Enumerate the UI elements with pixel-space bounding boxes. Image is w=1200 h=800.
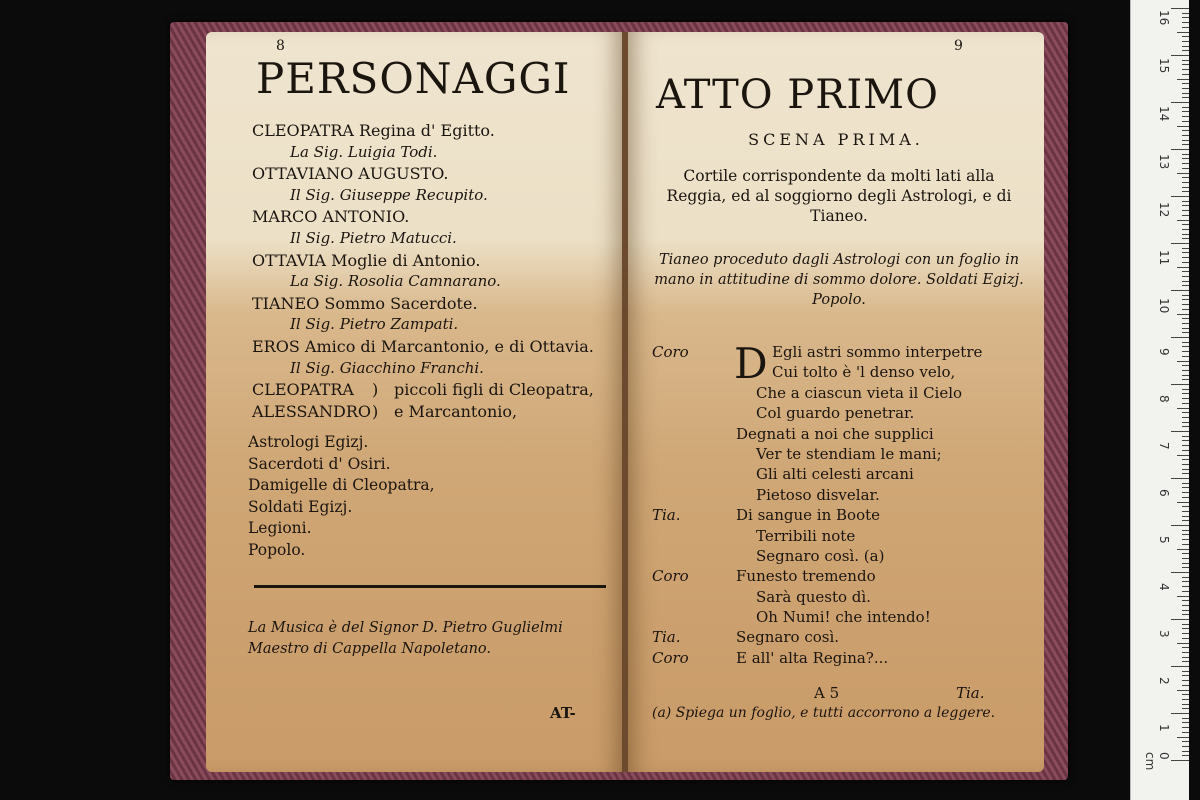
cast-actor: Il Sig. Giacchino Franchi. (290, 358, 484, 377)
ruler-tick (1182, 318, 1189, 319)
ruler-tick (1177, 690, 1189, 691)
ruler-label: 16 (1157, 10, 1171, 26)
ruler-tick (1182, 685, 1189, 686)
verse-text: Funesto tremendo (736, 567, 876, 586)
ruler-tick (1182, 271, 1189, 272)
extras-item: Damigelle di Cleopatra, (248, 476, 435, 495)
ruler-tick (1182, 699, 1189, 700)
ruler-tick (1171, 525, 1189, 526)
ruler-tick (1182, 299, 1189, 300)
ruler-tick (1171, 102, 1189, 103)
cast-actor: Il Sig. Pietro Zampati. (290, 315, 459, 334)
extras-list (248, 432, 435, 562)
verse-line (652, 627, 1022, 647)
ruler-tick (1182, 746, 1189, 747)
ruler-tick (1182, 116, 1189, 117)
left-catchword: AT- (550, 704, 576, 722)
verse-line (652, 485, 1022, 505)
ruler-tick (1182, 577, 1189, 578)
verse-line (652, 383, 1022, 403)
verse-text: Gli alti celesti arcani (756, 465, 914, 484)
ruler-tick (1182, 591, 1189, 592)
ruler-tick (1171, 760, 1189, 761)
child-name: CLEOPATRA (252, 380, 354, 400)
ruler-tick (1171, 478, 1189, 479)
cast-actor: La Sig. Luigia Todi. (290, 142, 438, 161)
ruler-tick (1182, 238, 1189, 239)
ruler-tick (1182, 520, 1189, 521)
measuring-ruler (1130, 0, 1189, 800)
ruler-tick (1182, 17, 1189, 18)
ruler-tick (1182, 285, 1189, 286)
ruler-tick (1177, 361, 1189, 362)
ruler-tick (1171, 196, 1189, 197)
ruler-tick (1171, 713, 1189, 714)
verse-line (652, 424, 1022, 444)
ruler-tick (1182, 22, 1189, 23)
verse-text: Segnaro così. (a) (756, 546, 885, 565)
verse-text: Cui tolto è 'l denso velo, (772, 363, 956, 382)
verse-line (652, 505, 1022, 525)
ruler-tick (1182, 36, 1189, 37)
ruler-tick (1182, 191, 1189, 192)
ruler-tick (1182, 93, 1189, 94)
drop-cap: D (734, 339, 768, 388)
ruler-tick (1177, 173, 1189, 174)
ruler-tick (1182, 60, 1189, 61)
verse-line (652, 607, 1022, 627)
ruler-tick (1182, 201, 1189, 202)
ruler-tick (1177, 79, 1189, 80)
ruler-label: 12 (1157, 202, 1171, 218)
scene-heading: SCENA PRIMA. (748, 130, 924, 149)
ruler-tick (1171, 337, 1189, 338)
ruler-tick (1182, 610, 1189, 611)
ruler-tick (1182, 661, 1189, 662)
scene-setting: Cortile corrispondente da molti lati alla Reggia, ed al soggiorno degli Astrologi, e di Tianeo. (666, 167, 1012, 225)
stage-direction: Tianeo proceduto dagli Astrologi con un foglio in mano in attitudine di sommo dolore. Soldati Egizj. Popolo. (654, 252, 1024, 308)
ruler-tick (1171, 572, 1189, 573)
ruler-tick (1182, 671, 1189, 672)
ruler-tick (1182, 605, 1189, 606)
ruler-tick (1182, 130, 1189, 131)
ruler-tick (1182, 751, 1189, 752)
ruler-label: 11 (1157, 250, 1171, 266)
ruler-tick (1177, 32, 1189, 33)
verse-text: Pietoso disvelar. (756, 485, 880, 504)
right-page (628, 32, 1044, 772)
cast-role: CLEOPATRA Regina d' Egitto. (252, 121, 495, 140)
right-page-mark: 9 (954, 38, 963, 54)
ruler-tick (1182, 13, 1189, 14)
signature-mark: A 5 (814, 684, 840, 702)
ruler-tick (1182, 370, 1189, 371)
ruler-tick (1182, 234, 1189, 235)
ruler-tick (1182, 107, 1189, 108)
ruler-tick (1182, 581, 1189, 582)
ruler-tick (1182, 351, 1189, 352)
ruler-tick (1182, 675, 1189, 676)
speaker: Coro (652, 567, 689, 586)
ruler-tick (1182, 563, 1189, 564)
ruler-tick (1182, 262, 1189, 263)
ruler-label: 5 (1157, 536, 1171, 544)
ruler-tick (1182, 614, 1189, 615)
ruler-tick (1182, 252, 1189, 253)
verse-line (652, 587, 1022, 607)
ruler-label: 2 (1157, 677, 1171, 685)
ruler-tick (1182, 393, 1189, 394)
cast-actor: La Sig. Rosolia Camnarano. (290, 272, 501, 291)
ruler-tick (1182, 704, 1189, 705)
ruler-tick (1182, 64, 1189, 65)
ruler-tick (1182, 356, 1189, 357)
verse-text: Ver te stendiam le mani; (756, 444, 942, 463)
ruler-tick (1177, 596, 1189, 597)
left-page-title: PERSONAGGI (256, 54, 571, 103)
ruler-tick (1171, 243, 1189, 244)
ruler-tick (1182, 27, 1189, 28)
ruler-label: 9 (1157, 348, 1171, 356)
ruler-label: 15 (1157, 58, 1171, 74)
ruler-tick (1182, 257, 1189, 258)
verse-text: Terribili note (756, 526, 856, 545)
ruler-tick (1182, 177, 1189, 178)
children-desc: e Marcantonio, (394, 401, 518, 421)
ruler-tick (1177, 126, 1189, 127)
ruler-tick (1171, 666, 1189, 667)
ruler-tick (1177, 737, 1189, 738)
extras-item: Astrologi Egizj. (248, 433, 369, 451)
ruler-tick (1182, 365, 1189, 366)
ruler-tick (1182, 121, 1189, 122)
ruler-tick (1177, 220, 1189, 221)
ruler-tick (1182, 398, 1189, 399)
ruler-tick (1182, 567, 1189, 568)
ruler-tick (1171, 619, 1189, 620)
book-binding (170, 22, 1068, 780)
ruler-tick (1182, 295, 1189, 296)
ruler-tick (1182, 652, 1189, 653)
ruler-tick (1182, 487, 1189, 488)
cast-actor: Il Sig. Pietro Matucci. (290, 228, 457, 247)
ruler-label: 4 (1157, 583, 1171, 591)
cast-list (252, 120, 594, 422)
extras-item: Soldati Egizj. (248, 497, 353, 516)
ruler-tick (1182, 323, 1189, 324)
ruler-tick (1182, 140, 1189, 141)
verse-text: Degnati a noi che supplici (736, 424, 934, 443)
ruler-label: 3 (1157, 630, 1171, 638)
ruler-tick (1182, 215, 1189, 216)
ruler-tick (1182, 497, 1189, 498)
verse-text: Col guardo penetrar. (756, 404, 915, 423)
ruler-tick (1182, 445, 1189, 446)
ruler-tick (1182, 88, 1189, 89)
ruler-tick (1182, 304, 1189, 305)
ruler-tick (1182, 539, 1189, 540)
ruler-tick (1177, 314, 1189, 315)
ruler-tick (1182, 544, 1189, 545)
ruler-tick (1177, 549, 1189, 550)
verse-line (652, 444, 1022, 464)
left-page-mark: 8 (276, 38, 285, 54)
libretto-lines (652, 339, 1022, 668)
ruler-tick (1182, 417, 1189, 418)
cast-role: OTTAVIA Moglie di Antonio. (252, 250, 481, 270)
ruler-tick (1182, 506, 1189, 507)
ruler-tick (1182, 276, 1189, 277)
verse-line (652, 464, 1022, 484)
ruler-tick (1182, 516, 1189, 517)
child-name: ALESSANDRO (252, 401, 372, 421)
ruler-tick (1171, 431, 1189, 432)
cast-actor: Il Sig. Giuseppe Recupito. (290, 185, 488, 204)
extras-item: Popolo. (248, 540, 306, 559)
ruler-label: 10 (1157, 298, 1171, 314)
ruler-tick (1182, 205, 1189, 206)
ruler-tick (1182, 389, 1189, 390)
ruler-tick (1182, 727, 1189, 728)
ruler-tick (1182, 412, 1189, 413)
ruler-tick (1177, 643, 1189, 644)
ruler-tick (1182, 755, 1189, 756)
ruler-tick (1182, 224, 1189, 225)
ruler-tick (1182, 83, 1189, 84)
ruler-label: 8 (1157, 395, 1171, 403)
ruler-tick (1177, 502, 1189, 503)
ruler-unit: 0 cm (1143, 752, 1171, 771)
ruler-tick (1182, 328, 1189, 329)
extras-item: Sacerdoti d' Osiri. (248, 454, 391, 473)
ruler-tick (1182, 41, 1189, 42)
ruler-tick (1171, 384, 1189, 385)
children-desc: piccoli figli di Cleopatra, (394, 380, 594, 400)
ruler-tick (1182, 680, 1189, 681)
ruler-tick (1182, 647, 1189, 648)
ruler-tick (1182, 346, 1189, 347)
ruler-tick (1182, 464, 1189, 465)
ruler-tick (1182, 469, 1189, 470)
ruler-tick (1182, 553, 1189, 554)
ruler-tick (1171, 8, 1189, 9)
ruler-tick (1182, 534, 1189, 535)
ruler-tick (1182, 473, 1189, 474)
children-roles: CLEOPATRA ALESSANDRO ) ) piccoli figli di Cleopatra, e Marcantonio, (252, 380, 594, 421)
ruler-tick (1182, 154, 1189, 155)
ruler-tick (1182, 309, 1189, 310)
extras-item: Legioni. (248, 519, 312, 538)
verse-text: Sarà questo dì. (756, 587, 871, 606)
ruler-tick (1182, 492, 1189, 493)
ruler-label: 7 (1157, 442, 1171, 450)
ruler-label: 1 (1157, 724, 1171, 732)
verse-text: Egli astri sommo interpetre (772, 343, 983, 361)
ruler-tick (1182, 600, 1189, 601)
ruler-tick (1182, 426, 1189, 427)
verse-text: Di sangue in Boote (736, 506, 881, 525)
verse-line (652, 362, 1022, 382)
ruler-tick (1182, 722, 1189, 723)
ruler-tick (1177, 267, 1189, 268)
ruler-tick (1177, 455, 1189, 456)
ruler-tick (1182, 741, 1189, 742)
verse-text: Che a ciascun vieta il Cielo (756, 383, 963, 402)
cast-role: TIANEO Sommo Sacerdote. (252, 293, 478, 313)
ruler-tick (1182, 403, 1189, 404)
verse-line (652, 648, 1022, 668)
ruler-tick (1171, 55, 1189, 56)
ruler-tick (1182, 97, 1189, 98)
ruler-tick (1182, 422, 1189, 423)
speaker: Coro (652, 648, 689, 667)
cast-role: MARCO ANTONIO. (252, 207, 410, 227)
ruler-tick (1182, 135, 1189, 136)
ruler-tick (1182, 144, 1189, 145)
music-credit: La Musica è del Signor D. Pietro Guglielmi Maestro di Cappella Napoletano. (248, 620, 563, 657)
speaker: Tia. (652, 628, 681, 647)
right-catchword: Tia. (956, 684, 985, 702)
ruler-tick (1182, 281, 1189, 282)
ruler-tick (1182, 163, 1189, 164)
cast-role: OTTAVIANO AUGUSTO. (252, 164, 449, 184)
verse-line (652, 546, 1022, 566)
ruler-tick (1182, 440, 1189, 441)
ruler-tick (1171, 290, 1189, 291)
ruler-tick (1182, 168, 1189, 169)
ruler-tick (1182, 657, 1189, 658)
footnote: (a) Spiega un foglio, e tutti accorrono a leggere. (652, 705, 996, 721)
ruler-tick (1182, 342, 1189, 343)
verse-line (652, 403, 1022, 423)
ruler-tick (1182, 633, 1189, 634)
ruler-tick (1182, 732, 1189, 733)
ruler-tick (1177, 408, 1189, 409)
ruler-label: 6 (1157, 489, 1171, 497)
verse-text: Oh Numi! che intendo! (756, 608, 931, 627)
ruler-tick (1182, 332, 1189, 333)
ruler-tick (1182, 69, 1189, 70)
ruler-tick (1182, 379, 1189, 380)
cast-role: EROS Amico di Marcantonio, e di Ottavia. (252, 336, 594, 356)
speaker: Tia. (652, 506, 681, 525)
verse-line (652, 526, 1022, 546)
right-page-title: ATTO PRIMO (656, 72, 939, 118)
ruler-tick (1182, 450, 1189, 451)
speaker: Coro (652, 343, 689, 361)
ruler-tick (1182, 459, 1189, 460)
ruler-tick (1182, 46, 1189, 47)
ruler-tick (1182, 638, 1189, 639)
ruler-tick (1182, 511, 1189, 512)
ruler-tick (1171, 149, 1189, 150)
ruler-tick (1182, 483, 1189, 484)
left-page (206, 32, 622, 772)
verse-text: Segnaro così. (736, 628, 840, 647)
ruler-tick (1182, 624, 1189, 625)
ruler-tick (1182, 708, 1189, 709)
ruler-tick (1182, 375, 1189, 376)
ruler-tick (1182, 436, 1189, 437)
ruler-tick (1182, 111, 1189, 112)
verse-line (652, 566, 1022, 586)
ruler-tick (1182, 530, 1189, 531)
ruler-tick (1182, 558, 1189, 559)
ruler-tick (1182, 229, 1189, 230)
ruler-tick (1182, 74, 1189, 75)
ruler-tick (1182, 187, 1189, 188)
ruler-tick (1182, 182, 1189, 183)
ruler-tick (1182, 718, 1189, 719)
verse-text: E all' alta Regina?... (736, 648, 889, 667)
ruler-tick (1182, 694, 1189, 695)
ruler-tick (1182, 158, 1189, 159)
ruler-tick (1182, 50, 1189, 51)
ruler-label: 13 (1157, 154, 1171, 170)
ruler-tick (1182, 586, 1189, 587)
divider-rule (254, 585, 606, 588)
ruler-tick (1182, 248, 1189, 249)
ruler-tick (1182, 210, 1189, 211)
ruler-label: 14 (1157, 106, 1171, 122)
ruler-tick (1182, 628, 1189, 629)
